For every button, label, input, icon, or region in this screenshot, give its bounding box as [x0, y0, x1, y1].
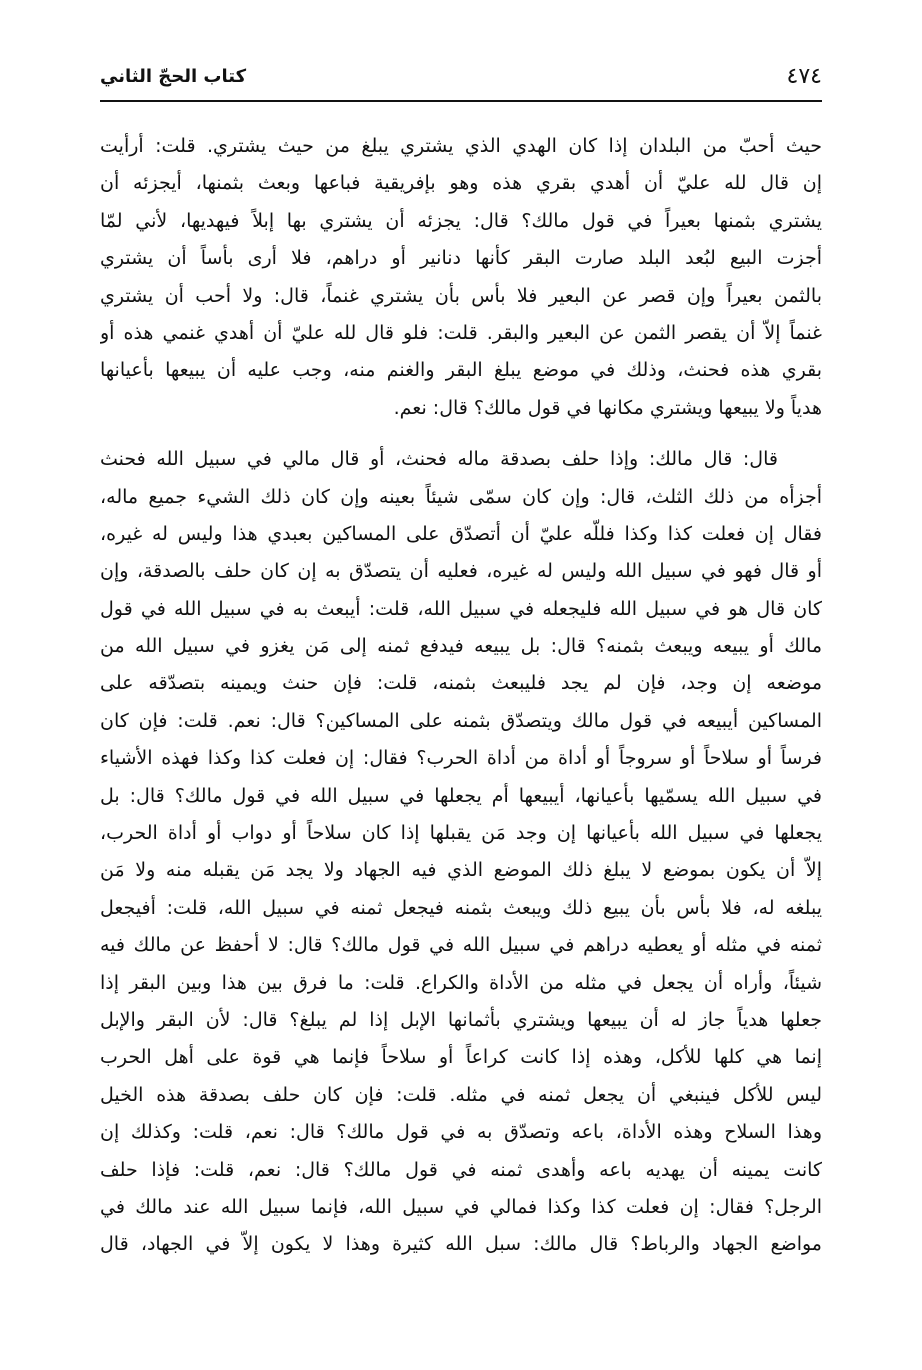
text-line: حيث أحبّ من البلدان إذا كان الهدي الذي يشتري يبلغ من حيث يشتري. قلت: أرأيت: [100, 135, 822, 157]
body-text: [100, 128, 822, 1264]
text-line: إلاّ أن يكون بموضع لا يبلغ ذلك الموضع الذي فيه الجهاد ولا يجد مَن يقبله منه ولا مَن: [100, 859, 822, 882]
text-line: مالك أو يبيعه ويبعث بثمنه؟ قال: بل يبيعه فيدفع ثمنه إلى مَن يغزو في سبيل الله من: [100, 635, 822, 658]
text-line: بقري هذه فحنث، وذلك في موضع يبلغ البقر والغنم منه، وجب عليه أن يبيعها بأعيانها: [100, 359, 822, 382]
text-line: كانت يمينه أن يهديه باعه وأهدى ثمنه في قول مالك؟ قال: نعم، قلت: فإذا حلف: [100, 1158, 822, 1181]
text-line: إنما هي كلها للأكل، وهذه إذا كانت كراعاً أو سلاحاً فإنما هي قوة على أهل الحرب: [100, 1046, 822, 1069]
text-line: في سبيل الله يسمّيها بأعيانها، أيبيعها أم يجعلها في سبيل الله في قول مالك؟ قال: بل: [100, 784, 822, 807]
text-line: ثمنه في مثله أو يعطيه دراهم في سبيل الله في قول مالك؟ قال: لا أحفظ عن مالك فيه: [100, 934, 822, 957]
text-line: وهذا السلاح وهذه الأداة، باعه وتصدّق به في قول مالك؟ قال: نعم، قلت: وكذلك إن: [100, 1121, 822, 1144]
text-line: موضعه إن وجد، فإن لم يجد فليبعث بثمنه، قلت: فإن حنث ويمينه بتصدّقه على: [100, 672, 822, 695]
text-line: قال: قال مالك: وإذا حلف بصدقة ماله فحنث، أو قال مالي في سبيل الله فحنث: [100, 448, 778, 471]
paragraph: [100, 441, 822, 1264]
text-line: أو قال فهو في سبيل الله وليس له غيره، فعليه أن يتصدّق به إن كان حلف بالصدقة، وإن: [100, 560, 822, 583]
text-line: فقال إن فعلت كذا وكذا فللّه عليّ أن أتصدّق على المساكين بعبدي هذا وليس له غيره،: [100, 522, 822, 545]
text-line: جعلها هدياً جاز له أن يبيعها ويشتري بأثمانها الإبل إذا لم يبلغ؟ قال: لأن البقر والإبل: [100, 1008, 822, 1031]
text-line: أجزت البيع لبُعد البلد صارت البقر كأنها دنانير أو دراهم، فلا أرى بأساً أن يشتري: [100, 247, 822, 270]
text-line: أجزأه من ذلك الثلث، قال: وإن كان سمّى شيئاً بعينه وإن كان ذلك الشيء جميع ماله،: [100, 485, 822, 508]
running-header: [100, 62, 822, 96]
text-line: إن قال لله عليّ أن أهدي بقري هذه وهو بإفريقية فباعها وبعث بثمنها، أيجزئه أن: [100, 172, 822, 195]
text-line: يجعلها في سبيل الله بأعيانها إن وجد مَن يقبلها إذا كان سلاحاً أو دواب أو أداة الحرب،: [100, 822, 822, 845]
paragraph-gap: [100, 427, 822, 441]
text-line: ليس للأكل فينبغي أن يجعل ثمنه في مثله. قلت: فإن كان حلف بصدقة هذه الخيل: [100, 1083, 822, 1106]
text-line: كان قال هو في سبيل الله فليجعله في سبيل الله، قلت: أيبعث به في سبيل الله في قول: [100, 597, 822, 620]
text-line: فرساً أو سلاحاً أو سروجاً أو أداة من أداة الحرب؟ فقال: إن فعلت كذا وكذا فهذه الأشياء: [100, 747, 822, 770]
paragraph: [100, 128, 822, 427]
text-line: مواضع الجهاد والرباط؟ قال مالك: سبل الله كثيرة وهذا لا يكون إلاّ في الجهاد، قال: [100, 1233, 822, 1256]
text-line: بالثمن بعيراً وإن قصر عن البعير فلا بأس بأن يشتري غنماً، قال: ولا أحب أن يشتري: [100, 284, 822, 307]
header-rule: [100, 100, 822, 102]
text-line: يشتري بثمنها بعيراً في قول مالك؟ قال: يجزئه أن يشتري بها إبلاً فيهديها، لأني لمّا: [100, 209, 822, 232]
text-line: الرجل؟ فقال: إن فعلت كذا وكذا فمالي في سبيل الله، فإنما سبيل الله عند مالك في: [100, 1195, 822, 1218]
text-line: المساكين أيبيعه في قول مالك ويتصدّق بثمنه على المساكين؟ قال: نعم. قلت: فإن كان: [100, 709, 822, 732]
text-line: غنماً إلاّ أن يقصر الثمن عن البعير والبقر. قلت: فلو قال لله عليّ أن أهدي غنمي هذه أو: [100, 321, 822, 344]
text-line: هدياً ولا يبيعها ويشتري مكانها في قول مالك؟ قال: نعم.: [393, 396, 822, 419]
book-title: كتاب الحجّ الثاني: [100, 66, 247, 87]
text-line: شيئاً، وأراه أن يجعل في مثله من الأداة والكراع. قلت: ما فرق بين هذا وبين البقر إذا: [100, 971, 822, 994]
page-number: ٤٧٤: [786, 64, 822, 89]
text-line: يبلغه له، فلا بأس بأن يبيع ذلك ويبعث بثمنه فيجعل ثمنه في سبيل الله، قلت: أفيجعل: [100, 896, 822, 919]
